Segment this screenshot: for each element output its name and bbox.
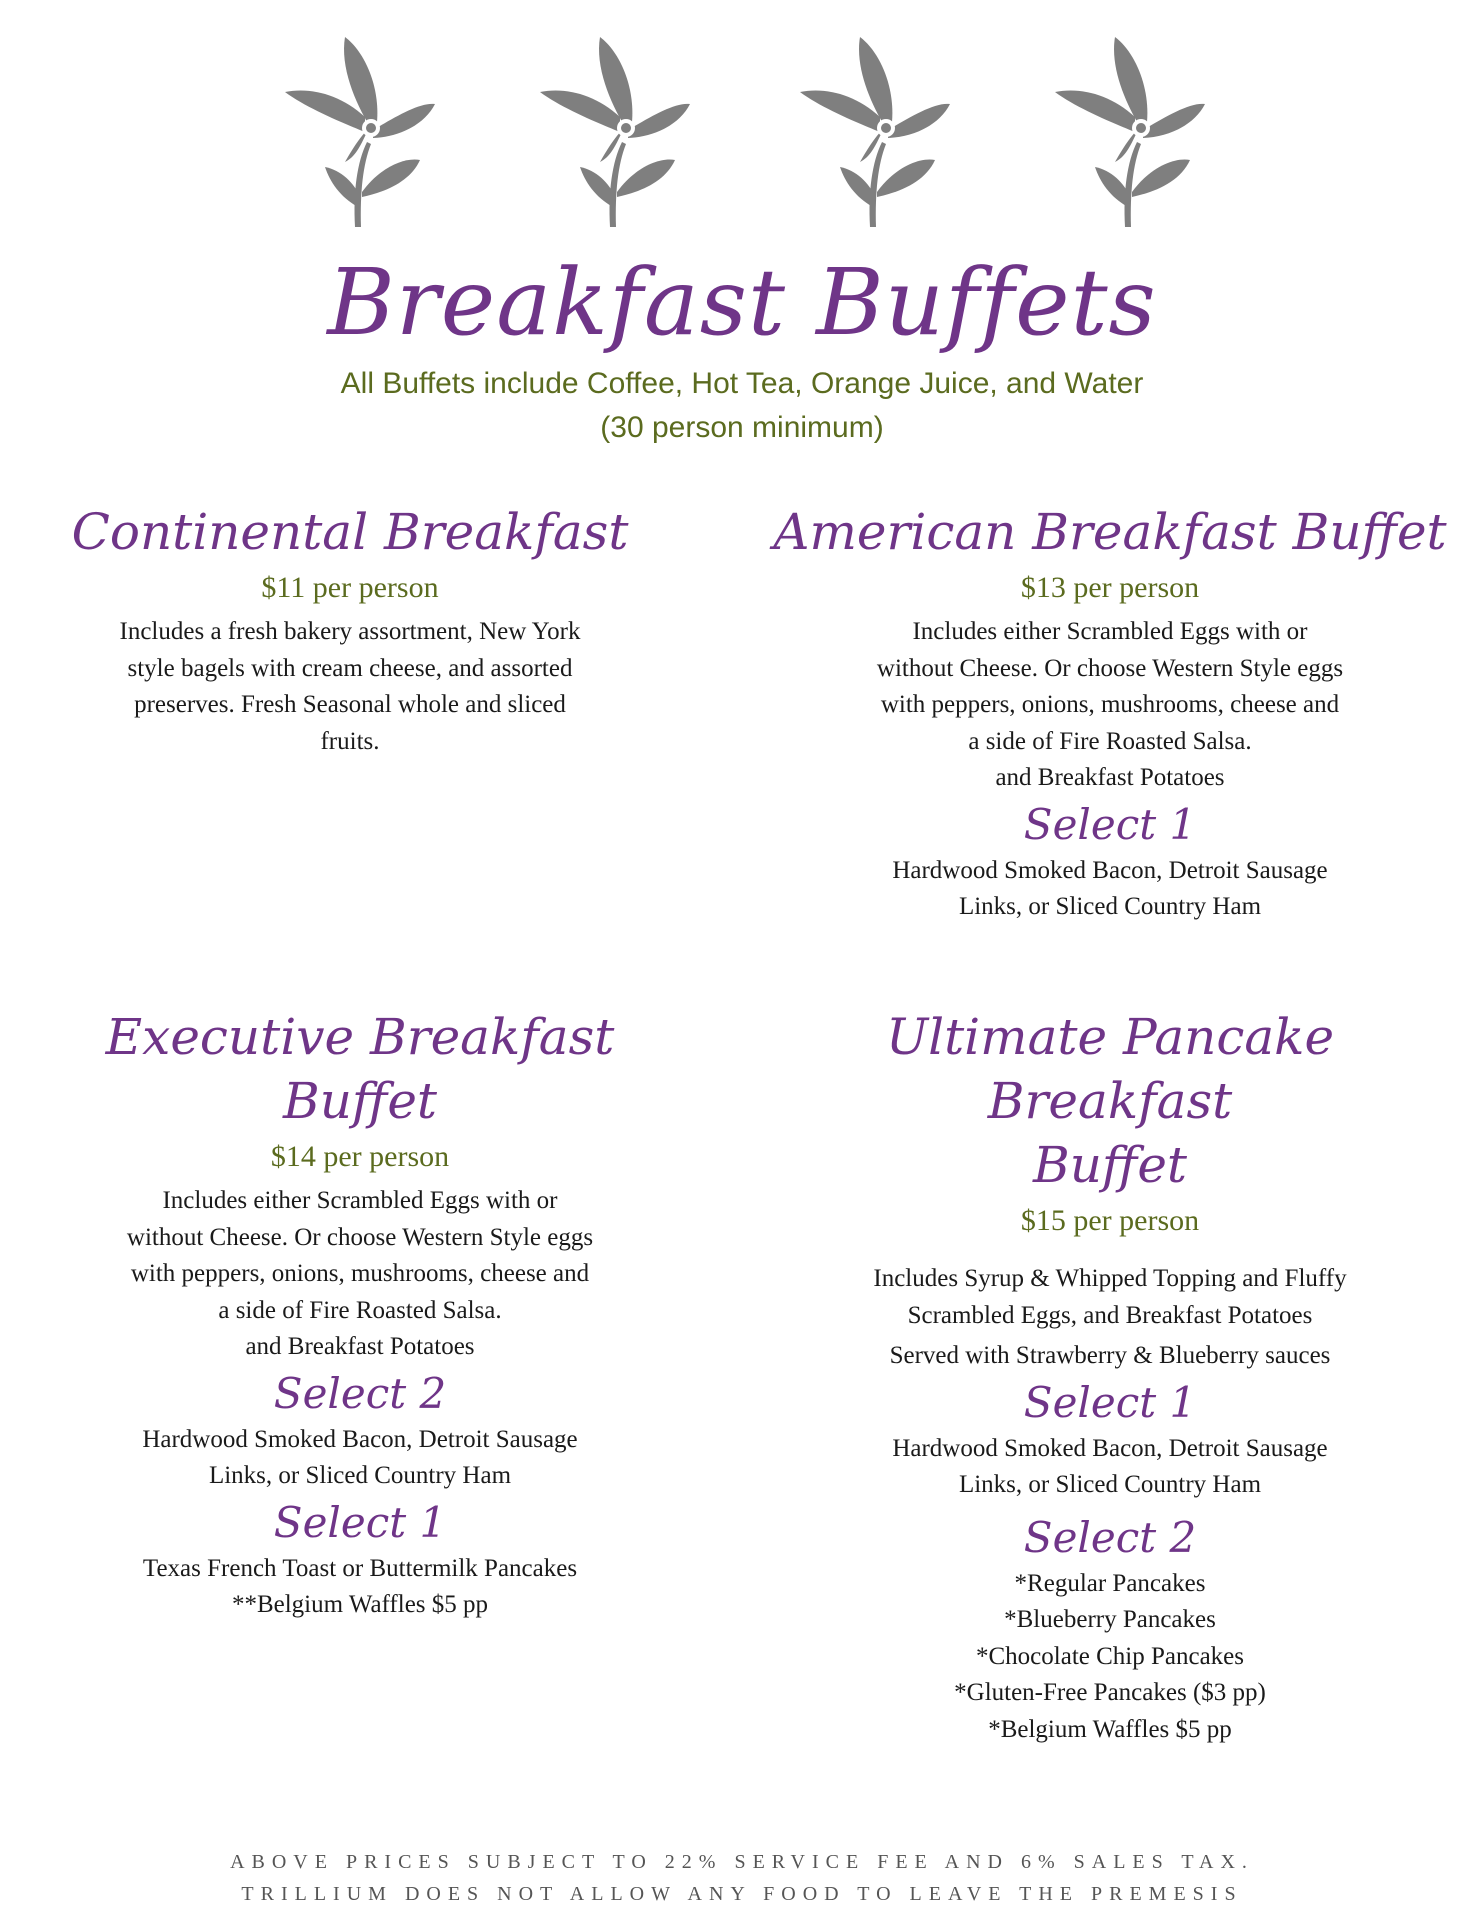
ultimate-select2-line: *Blueberry Pancakes — [1004, 1606, 1216, 1633]
trillium-flower-icon — [285, 32, 435, 232]
executive-line: without Cheese. Or choose Western Style eggs — [126, 1223, 594, 1251]
ultimate-select1-line: Hardwood Smoked Bacon, Detroit Sausage — [892, 1434, 1328, 1462]
continental-section — [60, 500, 640, 760]
executive-select2-line: Links, or Sliced Country Ham — [208, 1462, 512, 1489]
trillium-flower-icon — [1055, 32, 1205, 232]
ultimate-select2-line: *Belgium Waffles $5 pp — [988, 1715, 1232, 1743]
subtitle-includes: All Buffets include Coffee, Hot Tea, Orange Juice, and Water — [340, 367, 1144, 400]
continental-price: $11 per person — [261, 571, 439, 604]
ultimate-line: Scrambled Eggs, and Breakfast Potatoes — [907, 1301, 1313, 1329]
executive-title: Executive Breakfast Buffet — [105, 1008, 615, 1130]
executive-price: $14 per person — [270, 1140, 450, 1173]
executive-select1-line: Texas French Toast or Buttermilk Pancakes — [142, 1554, 578, 1582]
american-line: with peppers, onions, mushrooms, cheese and — [880, 691, 1340, 718]
american-line: Includes either Scrambled Eggs with or — [912, 618, 1308, 645]
continental-line: style bagels with cream cheese, and assorted — [127, 654, 573, 682]
ultimate-select2-title: Select 2 — [1023, 1512, 1197, 1562]
ultimate-served-line: Served with Strawberry & Blueberry sauces — [889, 1342, 1331, 1369]
trillium-flower-icon — [540, 32, 690, 232]
american-line: and Breakfast Potatoes — [995, 764, 1225, 791]
ultimate-title-continued: Buffet — [1032, 1136, 1188, 1194]
ultimate-select1-title: Select 1 — [1023, 1377, 1197, 1427]
continental-line: Includes a fresh bakery assortment, New York — [119, 618, 581, 645]
american-select1-line: Links, or Sliced Country Ham — [958, 893, 1262, 920]
executive-select2-title: Select 2 — [273, 1368, 447, 1418]
footer-fee-note: ABOVE PRICES SUBJECT TO 22% SERVICE FEE AND 6% SALES TAX. — [230, 1851, 1254, 1873]
american-line: without Cheese. Or choose Western Style eggs — [876, 654, 1344, 682]
executive-select2-line: Hardwood Smoked Bacon, Detroit Sausage — [142, 1425, 578, 1453]
ultimate-select1-line: Links, or Sliced Country Ham — [958, 1471, 1262, 1498]
american-select1-line: Hardwood Smoked Bacon, Detroit Sausage — [892, 856, 1328, 884]
ultimate-price: $15 per person — [1020, 1204, 1200, 1237]
executive-line: and Breakfast Potatoes — [245, 1333, 475, 1360]
executive-select1-title: Select 1 — [273, 1497, 447, 1547]
ultimate-line: Includes Syrup & Whipped Topping and Fluffy — [873, 1265, 1347, 1292]
american-price: $13 per person — [1020, 571, 1200, 604]
ultimate-select2-line: *Regular Pancakes — [1014, 1569, 1206, 1597]
continental-line: fruits. — [320, 727, 380, 755]
american-section — [760, 500, 1460, 926]
american-title: American Breakfast Buffet — [773, 503, 1447, 561]
continental-title: Continental Breakfast — [71, 503, 629, 561]
footer-food-policy: TRILLIUM DOES NOT ALLOW ANY FOOD TO LEAVE THE PREMESIS — [241, 1883, 1243, 1905]
subtitle-minimum: (30 person minimum) — [600, 411, 884, 444]
continental-line: preserves. Fresh Seasonal whole and sliced — [134, 691, 566, 718]
executive-line: with peppers, onions, mushrooms, cheese and — [130, 1260, 590, 1287]
ultimate-section — [760, 1005, 1460, 1748]
executive-line: a side of Fire Roasted Salsa. — [218, 1296, 502, 1324]
american-line: a side of Fire Roasted Salsa. — [968, 727, 1252, 755]
flower-decoration-row — [0, 32, 1484, 232]
ultimate-select2-line: *Gluten-Free Pancakes ($3 pp) — [954, 1679, 1266, 1706]
page-title: Breakfast Buffets — [327, 249, 1157, 356]
executive-section — [60, 1005, 660, 1624]
ultimate-title: Ultimate Pancake Breakfast — [885, 1008, 1335, 1130]
executive-select1-line: **Belgium Waffles $5 pp — [231, 1591, 489, 1618]
trillium-flower-icon — [800, 32, 950, 232]
ultimate-select2-line: *Chocolate Chip Pancakes — [976, 1642, 1244, 1670]
american-select1-title: Select 1 — [1023, 799, 1197, 849]
executive-line: Includes either Scrambled Eggs with or — [162, 1187, 558, 1214]
